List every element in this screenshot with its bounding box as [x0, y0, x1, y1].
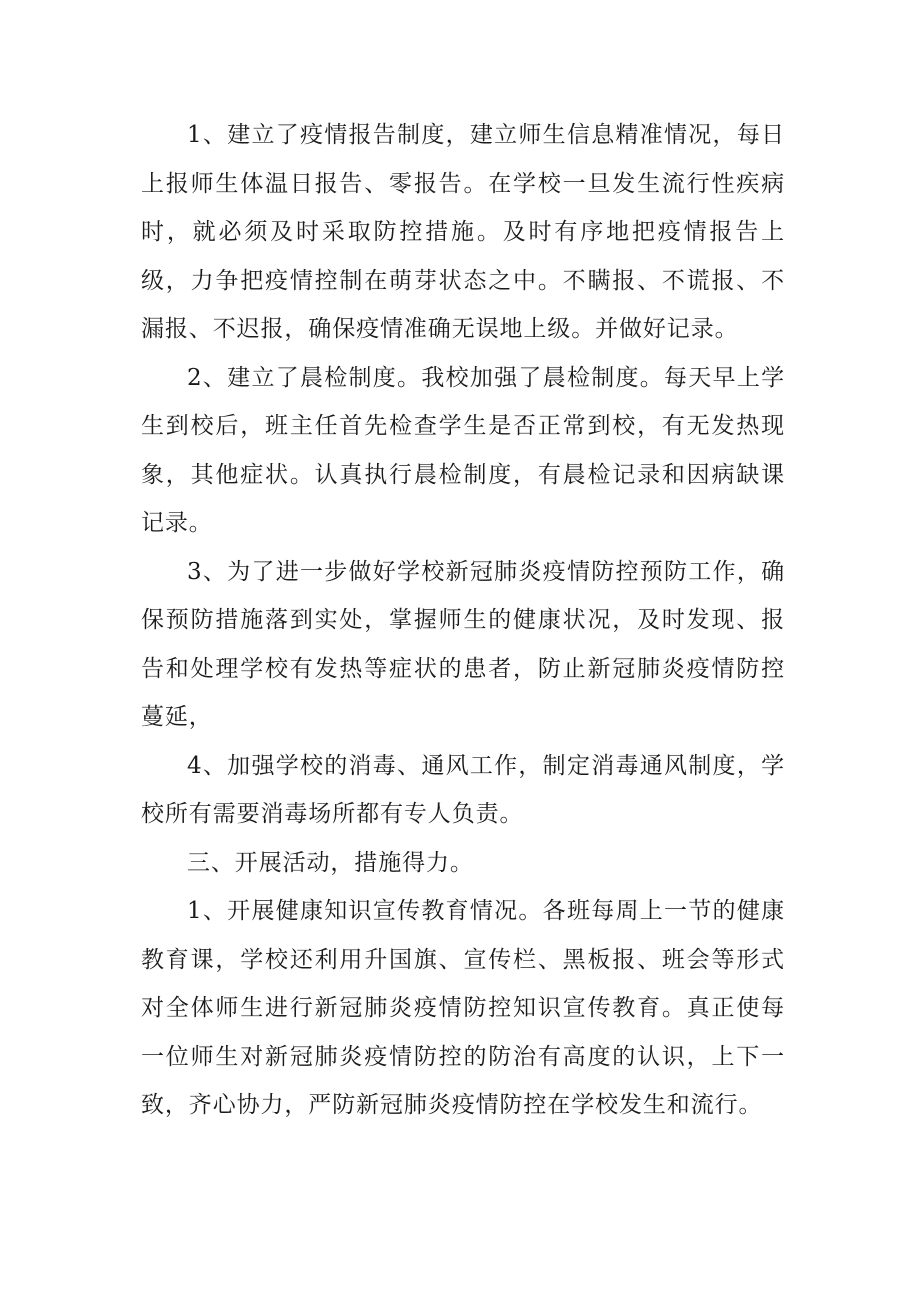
section-heading-activities: 三、开展活动，措施得力。 — [187, 849, 474, 876]
paragraph-health-education: 1、开展健康知识宣传教育情况。各班每周上一节的健康教育课，学校还利用升国旗、宣传栏、黑板报、班会等形式对全体师生进行新冠肺炎疫情防控知识宣传教育。真正使每一位师生对新冠肺炎疫情防控的防治有高度的认识，上下一致，齐心协力，严防新冠肺炎疫情防控在学校发生和流行。 — [141, 898, 785, 1118]
paragraph-morning-check: 2、建立了晨检制度。我校加强了晨检制度。每天早上学生到校后，班主任首先检查学生是否正常到校，有无发热现象，其他症状。认真执行晨检制度，有晨检记录和因病缺课记录。 — [141, 364, 785, 536]
paragraph-prevention-work: 3、为了进一步做好学校新冠肺炎疫情防控预防工作，确保预防措施落到实处，掌握师生的健康状况，及时发现、报告和处理学校有发热等症状的患者，防止新冠肺炎疫情防控蔓延， — [141, 558, 785, 730]
document-body — [141, 111, 785, 1130]
paragraph-report-system: 1、建立了疫情报告制度，建立师生信息精准情况，每日上报师生体温日报告、零报告。在学校一旦发生流行性疾病时，就必须及时采取防控措施。及时有序地把疫情报告上级，力争把疫情控制在萌芽状态之中。不瞒报、不谎报、不漏报、不迟报，确保疫情准确无误地上级。并做好记录。 — [141, 122, 785, 342]
paragraph-disinfection: 4、加强学校的消毒、通风工作，制定消毒通风制度，学校所有需要消毒场所都有专人负责。 — [141, 752, 785, 827]
